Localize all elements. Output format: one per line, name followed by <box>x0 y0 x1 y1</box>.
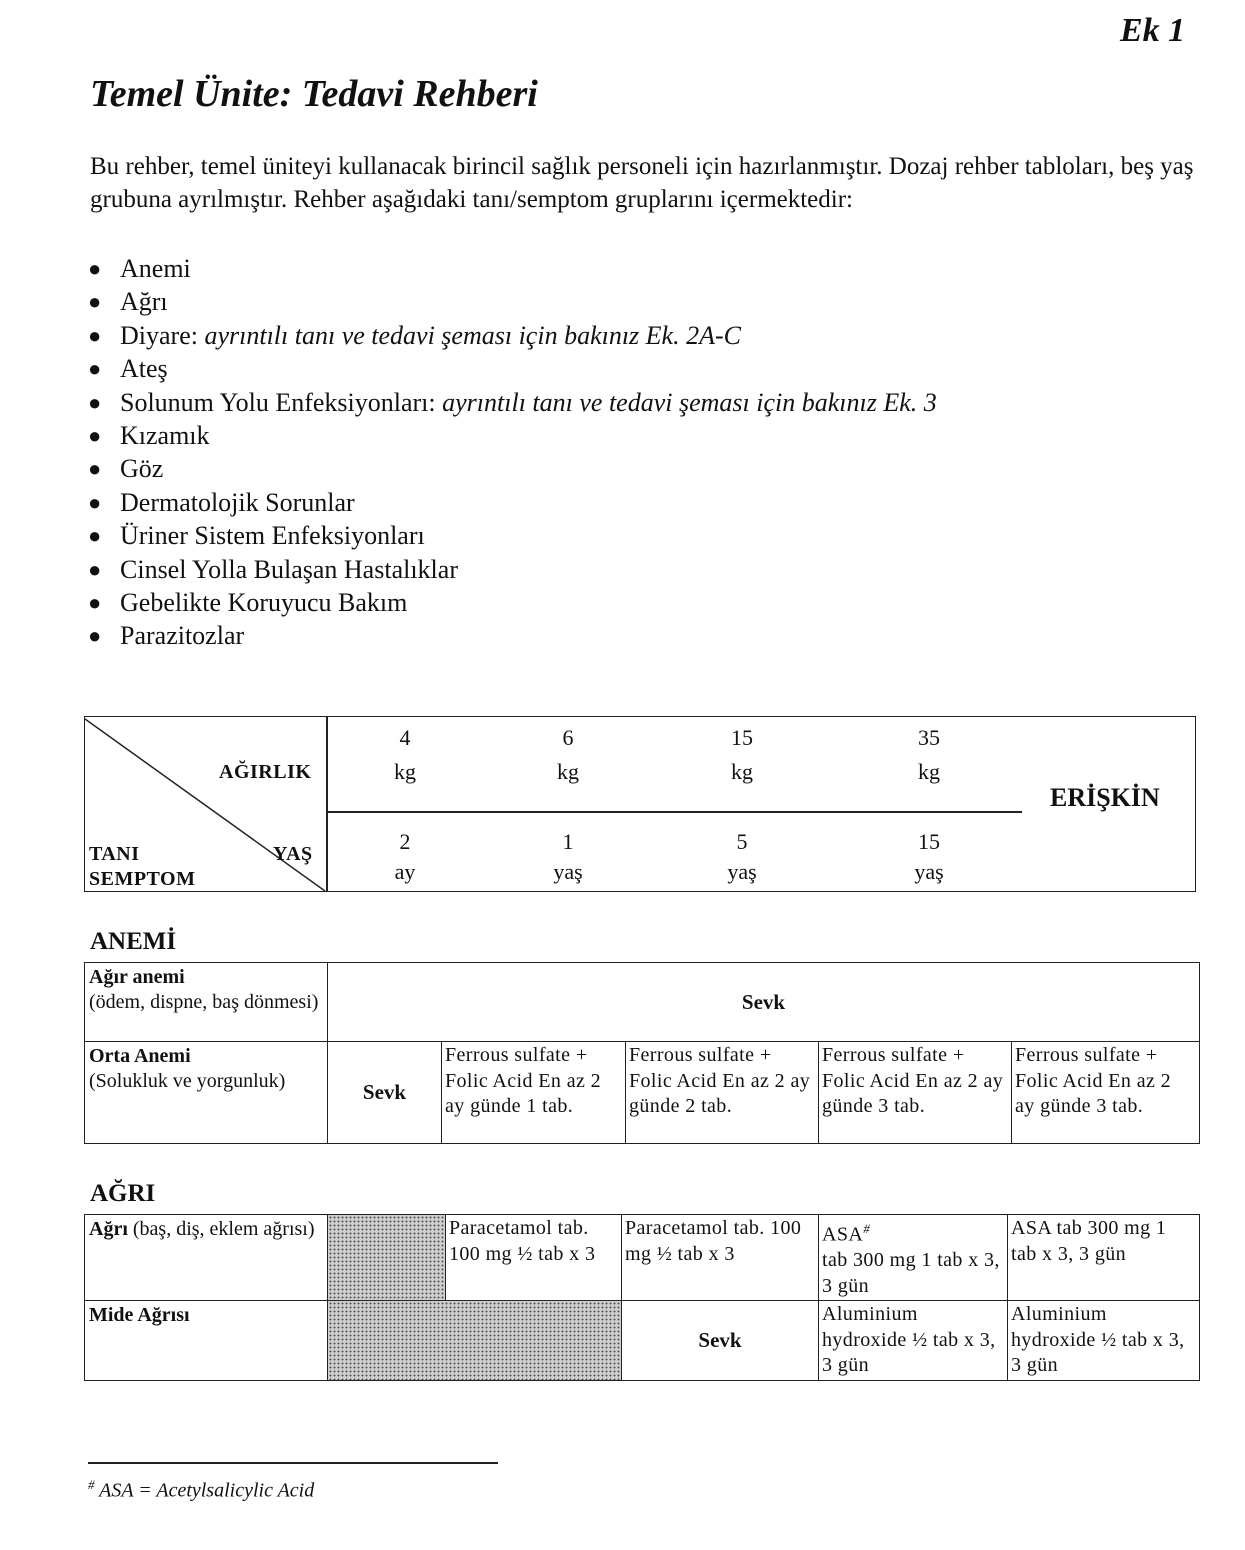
diagnosis-label: TANI <box>89 843 140 865</box>
age-label: YAŞ <box>273 843 313 865</box>
weight-value: 6 <box>562 725 574 750</box>
appendix-label: Ek 1 <box>1120 12 1186 49</box>
section-heading-pain: AĞRI <box>90 1180 156 1207</box>
weight-unit: kg <box>557 759 579 784</box>
dose-cell: Paracetamol tab. 100 mg ½ tab x 3 <box>622 1215 819 1301</box>
list-item: ● Göz <box>88 454 164 484</box>
anemia-table <box>84 962 1200 1144</box>
dose-cell: Ferrous sulfate + Folic Acid En az 2 ay günde 2 tab. <box>626 1042 819 1144</box>
dose-cell: Ferrous sulfate + Folic Acid En az 2 ay günde 3 tab. <box>1012 1042 1200 1144</box>
age-value: 2 <box>399 829 411 854</box>
dose-cell: Ferrous sulfate + Folic Acid En az 2 ay günde 3 tab. <box>819 1042 1012 1144</box>
diagonal-divider <box>85 717 327 893</box>
list-item: ● Solunum Yolu Enfeksiyonları: ayrıntılı tanı ve tedavi şeması için bakınız Ek. 3 <box>88 387 937 417</box>
age-unit: yaş <box>914 859 944 884</box>
footnote-divider <box>88 1462 498 1464</box>
section-heading-anemia: ANEMİ <box>90 928 177 955</box>
condition-cell: Ağrı (baş, diş, eklem ağrısı) <box>85 1215 328 1301</box>
referral-cell: Sevk <box>622 1301 819 1381</box>
adult-label: ERİŞKİN <box>1050 783 1160 812</box>
table-row <box>85 1301 1200 1381</box>
header-divider <box>326 717 328 891</box>
not-applicable-cell <box>328 1215 446 1301</box>
age-value: 5 <box>736 829 748 854</box>
table-row <box>85 963 1200 1042</box>
age-unit: yaş <box>553 859 583 884</box>
list-item: ● Diyare: ayrıntılı tanı ve tedavi şeması için bakınız Ek. 2A-C <box>88 320 741 350</box>
list-item: ● Kızamık <box>88 420 210 450</box>
condition-cell: Orta Anemi (Solukluk ve yorgunluk) <box>85 1042 328 1144</box>
weight-value: 35 <box>918 725 940 750</box>
age-unit: ay <box>394 859 416 884</box>
list-item: ● Anemi <box>88 254 191 283</box>
page-title: Temel Ünite: Tedavi Rehberi <box>90 73 538 115</box>
condition-cell: Mide Ağrısı <box>85 1301 328 1381</box>
weight-unit: kg <box>918 759 940 784</box>
dose-cell: Aluminium hydroxide ½ tab x 3, 3 gün <box>819 1301 1008 1381</box>
not-applicable-cell <box>328 1301 622 1381</box>
symptom-label: SEMPTOM <box>89 868 196 890</box>
list-item: ● Ateş <box>88 354 168 384</box>
dose-cell: ASA tab 300 mg 1 tab x 3, 3 gün <box>1008 1215 1200 1301</box>
pain-table <box>84 1214 1200 1381</box>
footnote: # ASA = Acetylsalicylic Acid <box>88 1477 315 1502</box>
dosage-header <box>84 716 1196 892</box>
weight-value: 4 <box>399 725 411 750</box>
dose-cell: Ferrous sulfate + Folic Acid En az 2 ay günde 1 tab. <box>442 1042 626 1144</box>
header-divider <box>326 811 1022 813</box>
dose-cell: Paracetamol tab. 100 mg ½ tab x 3 <box>446 1215 622 1301</box>
referral-cell: Sevk <box>328 1042 442 1144</box>
list-item: ● Cinsel Yolla Bulaşan Hastalıklar <box>88 554 458 584</box>
topic-list <box>88 252 937 653</box>
weight-unit: kg <box>394 759 416 784</box>
list-item: ● Üriner Sistem Enfeksiyonları <box>88 521 425 551</box>
age-value: 1 <box>562 829 574 854</box>
list-item: ● Parazitozlar <box>88 621 245 651</box>
list-item: ● Dermatolojik Sorunlar <box>88 487 355 517</box>
dose-cell: Aluminium hydroxide ½ tab x 3, 3 gün <box>1008 1301 1200 1381</box>
weight-label: AĞIRLIK <box>219 761 312 783</box>
weight-value: 15 <box>731 725 753 750</box>
table-row <box>85 1042 1200 1144</box>
intro-paragraph: Bu rehber, temel üniteyi kullanacak birincil sağlık personeli için hazırlanmıştır. Dozaj rehber tabloları, beş yaş grubuna ayrılmıştır. Rehber aşağıdaki tanı/semptom gruplarını içermektedir: <box>90 153 1194 213</box>
table-row <box>85 1215 1200 1301</box>
age-value: 15 <box>918 829 940 854</box>
age-unit: yaş <box>727 859 757 884</box>
list-item: ● Gebelikte Koruyucu Bakım <box>88 587 408 617</box>
dose-cell: ASA# tab 300 mg 1 tab x 3, 3 gün <box>819 1215 1008 1301</box>
referral-cell: Sevk <box>328 963 1200 1042</box>
list-item: ● Ağrı <box>88 287 168 317</box>
weight-unit: kg <box>731 759 753 784</box>
condition-cell: Ağır anemi (ödem, dispne, baş dönmesi) <box>85 963 328 1042</box>
